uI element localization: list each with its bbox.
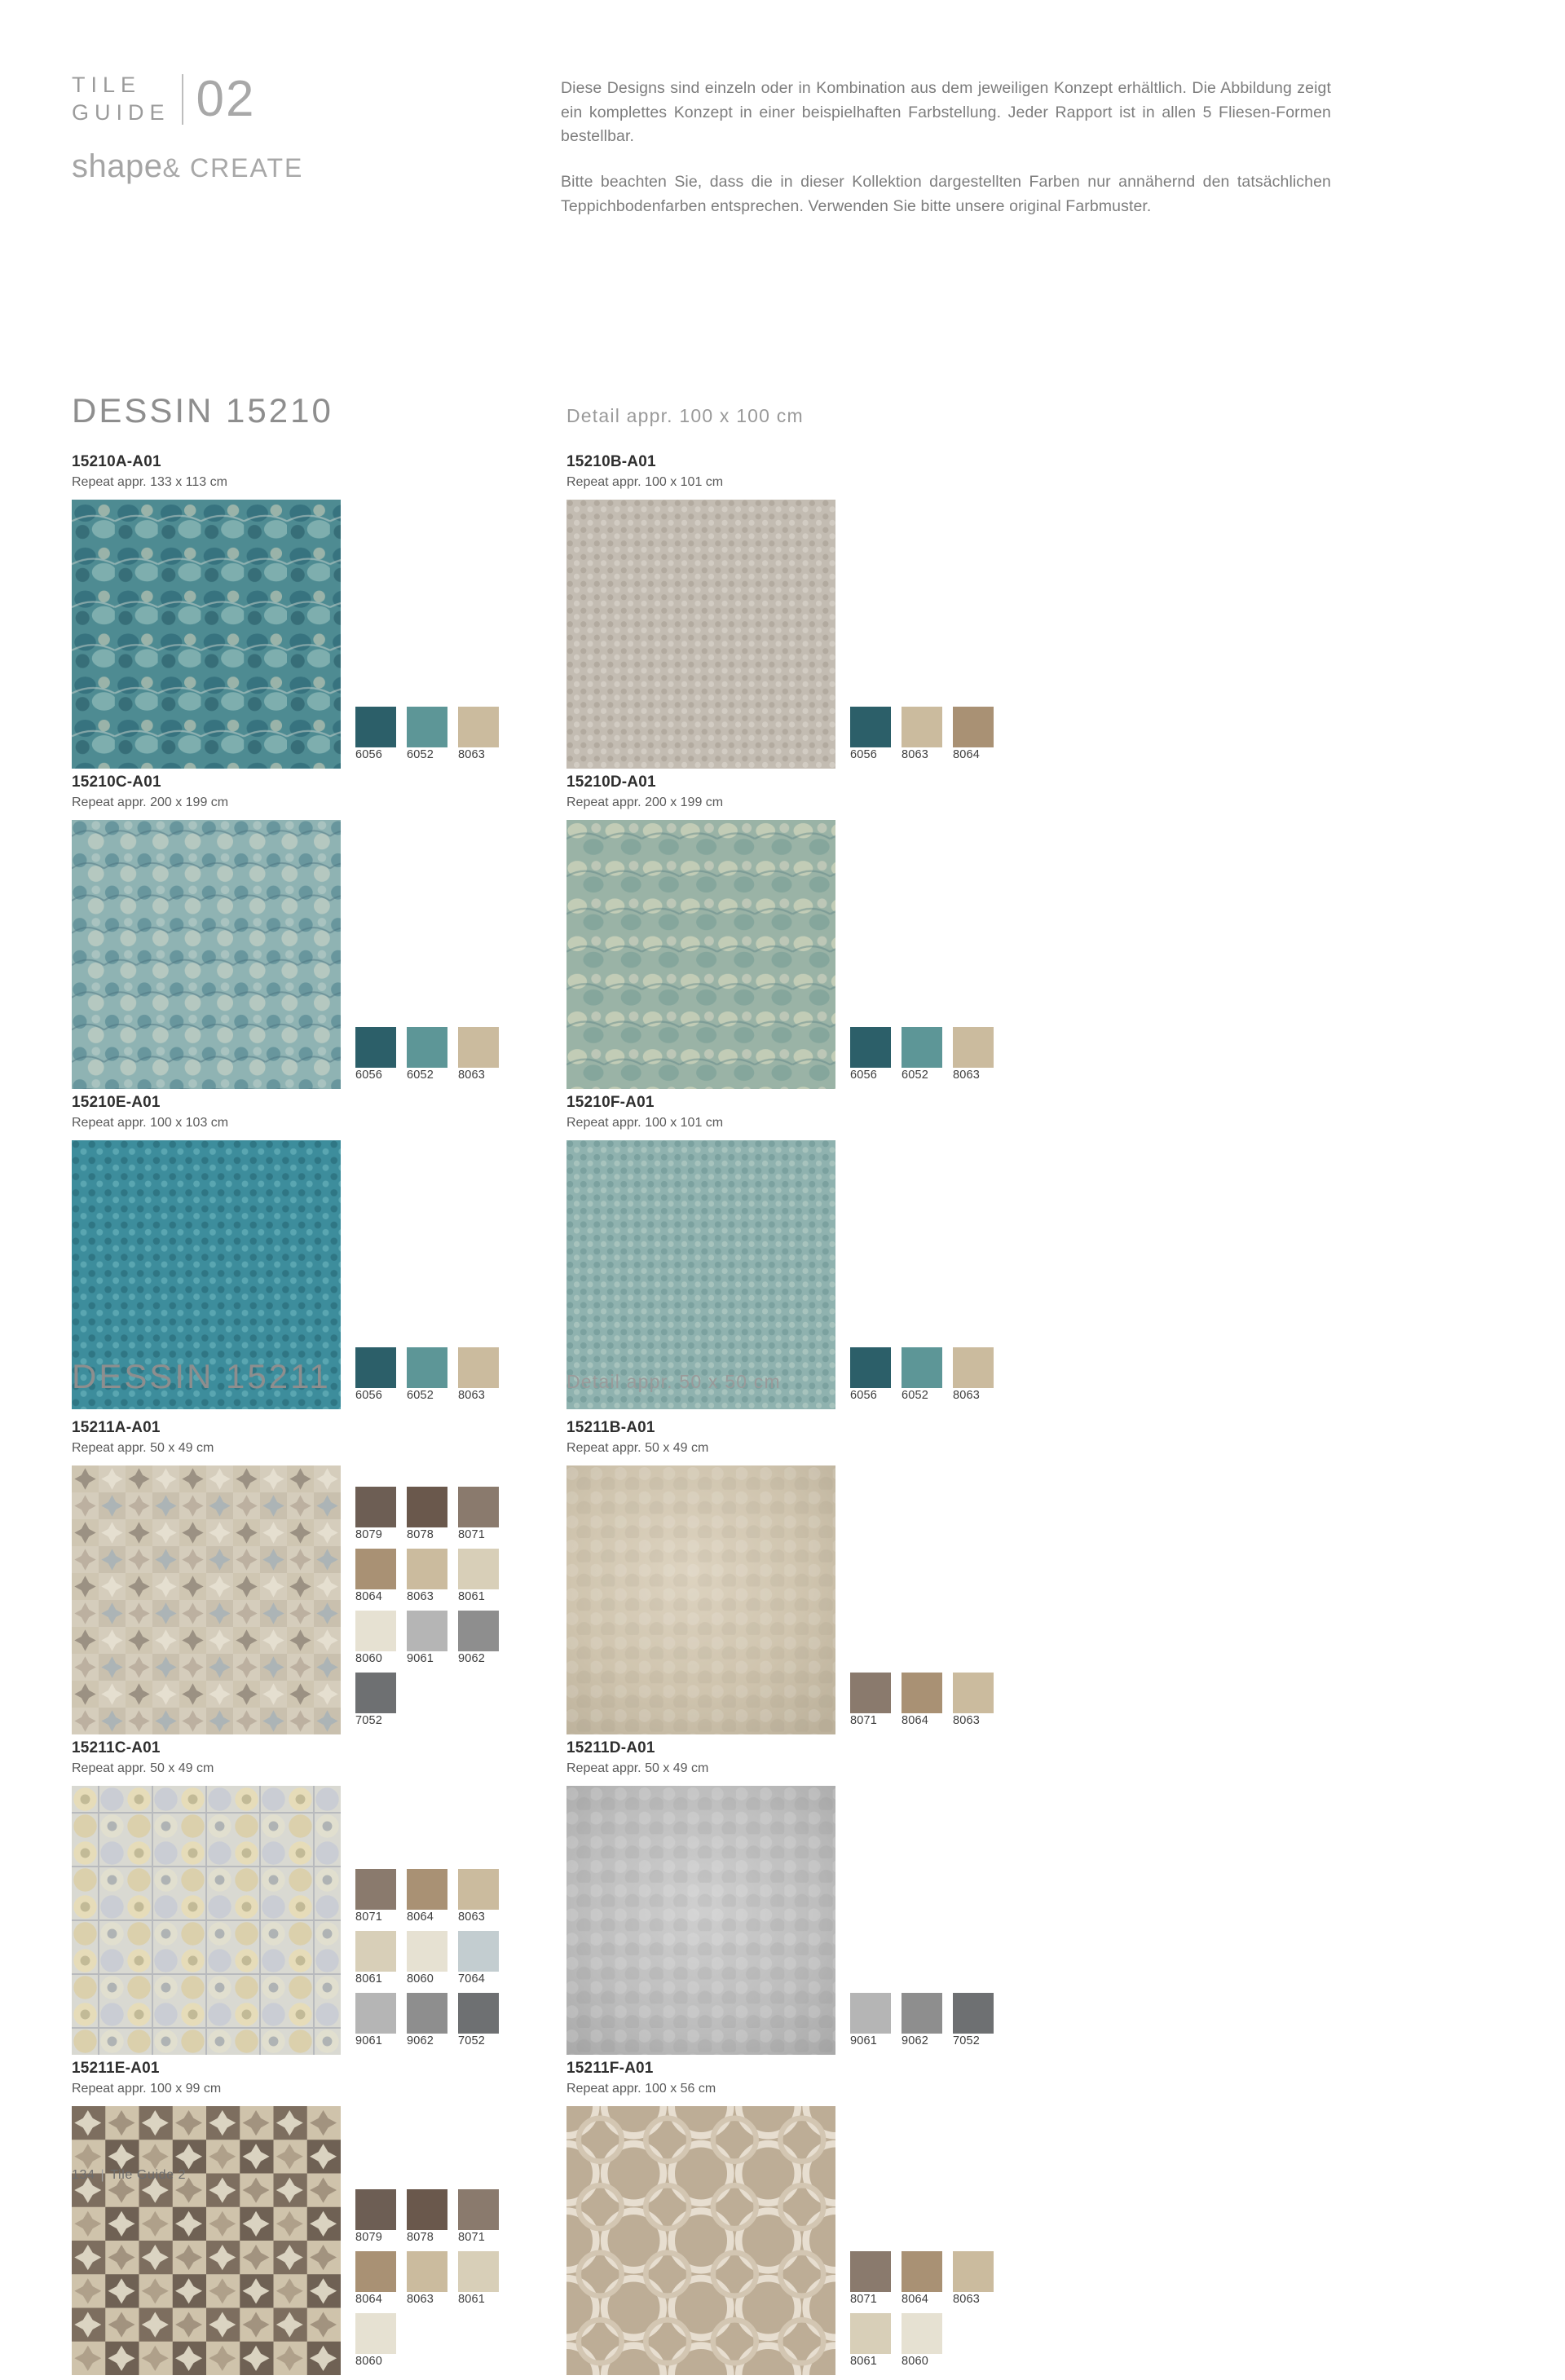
section-detail-note: Detail appr. 50 x 50 cm: [566, 1371, 781, 1392]
color-swatch[interactable]: [458, 1611, 499, 1666]
color-chip: [953, 2251, 994, 2292]
tile-repeat: Repeat appr. 200 x 199 cm: [72, 796, 229, 809]
tile-texture: [72, 500, 341, 769]
tile-code: 15210A-A01: [72, 453, 161, 470]
color-label: 8078: [407, 1528, 434, 1541]
tile-grid: [72, 1419, 1494, 2380]
tile-item: [72, 2060, 566, 2375]
color-chip: [850, 2251, 891, 2292]
color-swatch[interactable]: [953, 1993, 994, 2048]
tile-code: 15210B-A01: [566, 453, 656, 470]
color-label: 8063: [458, 1389, 486, 1402]
tile-repeat: Repeat appr. 133 x 113 cm: [72, 475, 227, 489]
color-label: 8060: [407, 1972, 434, 1986]
color-swatches: [355, 1487, 518, 1734]
color-label: 7052: [458, 2034, 486, 2047]
tile-texture: [72, 1786, 341, 2055]
tile-texture: [566, 2106, 835, 2375]
tile-item: [566, 453, 1061, 769]
brand-number: 02: [196, 70, 256, 127]
color-swatches: [850, 1027, 1013, 1089]
color-swatch[interactable]: [407, 1549, 447, 1604]
color-swatch[interactable]: [850, 2251, 891, 2307]
color-chip: [850, 707, 891, 747]
color-label: 9062: [407, 2034, 434, 2047]
color-chip: [953, 1673, 994, 1713]
color-swatch[interactable]: [458, 1993, 499, 2048]
color-label: 8071: [355, 1911, 383, 1924]
color-swatches: [850, 1993, 1013, 2055]
tile-code: 15210F-A01: [566, 1094, 655, 1111]
color-chip: [902, 707, 942, 747]
tile-image-15211C: [72, 1786, 341, 2055]
color-swatches: [355, 2189, 518, 2375]
color-swatch[interactable]: [407, 1487, 447, 1542]
color-label: 8063: [953, 2293, 981, 2306]
tile-code: 15211A-A01: [72, 1419, 161, 1436]
color-chip: [850, 2313, 891, 2354]
tile-texture: [566, 1465, 835, 1734]
color-chip: [902, 1673, 942, 1713]
color-chip: [953, 1027, 994, 1068]
color-swatch[interactable]: [407, 1993, 447, 2048]
color-swatch[interactable]: [850, 1993, 891, 2048]
brand-shape-word: shape: [72, 148, 163, 184]
color-label: 8063: [953, 1389, 981, 1402]
color-swatch[interactable]: [902, 1993, 942, 2048]
color-label: 8079: [355, 1528, 383, 1541]
color-swatches: [850, 707, 1013, 769]
brand-top: [72, 72, 561, 127]
tile-code: 15210D-A01: [566, 774, 656, 791]
color-swatch[interactable]: [850, 707, 891, 762]
tile-swatch-row: [72, 2106, 566, 2375]
color-chip: [458, 2189, 499, 2230]
tile-swatch-row: [72, 1465, 566, 1734]
color-label: 8063: [407, 2293, 434, 2306]
color-label: 8078: [407, 2231, 434, 2244]
color-label: 6052: [902, 1069, 929, 1082]
color-swatch[interactable]: [407, 1027, 447, 1082]
color-chip: [407, 1931, 447, 1972]
brand-tagline: [72, 148, 561, 185]
tile-item: [72, 453, 566, 769]
tile-image-15210C: [72, 820, 341, 1089]
color-label: 6056: [850, 748, 878, 761]
color-swatch[interactable]: [355, 1549, 396, 1604]
tile-code: 15211F-A01: [566, 2060, 654, 2077]
color-chip: [458, 1993, 499, 2034]
tile-grid: [72, 453, 1494, 1414]
color-chip: [355, 1611, 396, 1651]
color-label: 8064: [407, 1911, 434, 1924]
page-footer: [72, 2168, 186, 2183]
color-swatch[interactable]: [355, 1611, 396, 1666]
tile-image-15211F: [566, 2106, 835, 2375]
color-label: 7052: [953, 2034, 981, 2047]
color-swatches: [850, 1673, 1013, 1734]
tile-texture: [72, 2106, 341, 2375]
color-swatch[interactable]: [458, 1487, 499, 1542]
color-swatch[interactable]: [355, 2313, 396, 2369]
color-chip: [407, 1487, 447, 1527]
color-chip: [850, 1027, 891, 1068]
color-label: 8060: [355, 2355, 383, 2368]
tile-image-15210A: [72, 500, 341, 769]
color-chip: [355, 1549, 396, 1589]
tile-repeat: Repeat appr. 50 x 49 cm: [72, 1761, 214, 1775]
color-swatch[interactable]: [850, 1673, 891, 1728]
tile-swatch-row: [566, 2106, 1061, 2375]
tile-item: [566, 1739, 1061, 2055]
color-label: 8071: [458, 2231, 486, 2244]
color-swatch[interactable]: [902, 707, 942, 762]
color-label: 6056: [355, 1069, 383, 1082]
color-chip: [407, 1993, 447, 2034]
color-label: 8071: [850, 1714, 878, 1727]
tile-item: [72, 1739, 566, 2055]
color-label: 8063: [953, 1714, 981, 1727]
tile-code: 15211E-A01: [72, 2060, 160, 2077]
color-label: 8060: [355, 1652, 383, 1665]
tile-image-15211E: [72, 2106, 341, 2375]
color-swatch[interactable]: [355, 1931, 396, 1986]
color-chip: [850, 1673, 891, 1713]
color-swatch[interactable]: [355, 1027, 396, 1082]
color-label: 8063: [458, 748, 486, 761]
color-swatch[interactable]: [355, 1487, 396, 1542]
tile-texture: [566, 820, 835, 1089]
color-label: 8064: [355, 2293, 383, 2306]
color-label: 8071: [850, 2293, 878, 2306]
tile-item: [566, 2060, 1061, 2375]
color-chip: [458, 1487, 499, 1527]
tile-repeat: Repeat appr. 100 x 103 cm: [72, 1116, 229, 1130]
footer-separator: |: [100, 2168, 105, 2182]
color-label: 8061: [850, 2355, 878, 2368]
color-swatch[interactable]: [355, 1993, 396, 2048]
color-label: 6052: [902, 1389, 929, 1402]
brand-tile-guide: [72, 72, 170, 127]
color-chip: [902, 1993, 942, 2034]
color-swatch[interactable]: [458, 707, 499, 762]
color-label: 8063: [407, 1590, 434, 1603]
color-chip: [355, 707, 396, 747]
tile-code: 15211B-A01: [566, 1419, 655, 1436]
color-chip: [355, 1869, 396, 1910]
intro-paragraph-1: Diese Designs sind einzeln oder in Kombination aus dem jeweiligen Konzept erhältlich. Die Abbildung zeigt ein komplettes Konzept in einer beispielhaften Farbstellung. Jeder Rapport ist in allen 5 Fliesen-Formen bestellbar.: [561, 79, 1331, 146]
color-swatch[interactable]: [355, 707, 396, 762]
color-swatch[interactable]: [902, 2251, 942, 2307]
tile-code: 15211C-A01: [72, 1739, 161, 1756]
brand-line-tile: TILE: [72, 73, 142, 97]
color-chip: [407, 1611, 447, 1651]
intro-paragraph-2: Bitte beachten Sie, dass die in dieser Kollektion dargestellten Farben nur annähernd den tatsächlichen Teppichbodenfarben entsprechen. Verwenden Sie bitte unsere original Farbmuster.: [561, 172, 1331, 215]
color-swatch[interactable]: [953, 1673, 994, 1728]
tile-image-15211D: [566, 1786, 835, 2055]
color-label: 7052: [355, 1714, 383, 1727]
color-label: 8063: [458, 1069, 486, 1082]
tile-texture: [566, 500, 835, 769]
section-dessin-15210: [72, 391, 1494, 1414]
color-chip: [458, 1931, 499, 1972]
color-swatch[interactable]: [902, 2313, 942, 2369]
brand-create-word: CREATE: [189, 152, 304, 183]
section-detail-note: Detail appr. 100 x 100 cm: [566, 405, 804, 426]
color-chip: [407, 707, 447, 747]
color-swatch[interactable]: [902, 1673, 942, 1728]
tile-repeat: Repeat appr. 50 x 49 cm: [566, 1441, 709, 1455]
tile-image-15211B: [566, 1465, 835, 1734]
color-chip: [953, 707, 994, 747]
tile-code: 15210C-A01: [72, 774, 161, 791]
color-swatch[interactable]: [902, 1027, 942, 1082]
color-swatch[interactable]: [355, 1869, 396, 1924]
tile-repeat: Repeat appr. 100 x 101 cm: [566, 475, 724, 489]
section-title: DESSIN 15210: [72, 391, 333, 430]
footer-page-number: 134: [72, 2168, 95, 2182]
color-label: 8064: [355, 1590, 383, 1603]
color-label: 8063: [458, 1911, 486, 1924]
page-header: [72, 72, 1494, 218]
color-swatch[interactable]: [407, 707, 447, 762]
color-chip: [407, 2251, 447, 2292]
color-swatches: [355, 1027, 518, 1089]
tile-swatch-row: [566, 1786, 1061, 2055]
tile-swatch-row: [566, 1465, 1061, 1734]
color-swatch[interactable]: [407, 1931, 447, 1986]
color-swatches: [355, 1869, 518, 2055]
tile-repeat: Repeat appr. 100 x 101 cm: [566, 1116, 724, 1130]
section-title: DESSIN 15211: [72, 1357, 331, 1395]
section-dessin-15211: [72, 1357, 1494, 2380]
color-chip: [407, 1869, 447, 1910]
color-label: 9062: [458, 1652, 486, 1665]
color-chip: [902, 2313, 942, 2354]
tile-image-15210D: [566, 820, 835, 1089]
tile-repeat: Repeat appr. 50 x 49 cm: [566, 1761, 709, 1775]
color-swatch[interactable]: [458, 1549, 499, 1604]
color-label: 9062: [902, 2034, 929, 2047]
tile-repeat: Repeat appr. 100 x 56 cm: [566, 2082, 716, 2096]
color-chip: [355, 2251, 396, 2292]
color-swatch[interactable]: [953, 707, 994, 762]
section-header: [72, 1357, 1494, 1396]
color-chip: [407, 2189, 447, 2230]
color-swatch[interactable]: [458, 2251, 499, 2307]
brand-block: [72, 72, 561, 185]
color-label: 8063: [902, 748, 929, 761]
color-label: 6052: [407, 1389, 434, 1402]
color-swatch[interactable]: [953, 1027, 994, 1082]
color-label: 8079: [355, 2231, 383, 2244]
color-swatches: [355, 707, 518, 769]
color-chip: [458, 1549, 499, 1589]
tile-swatch-row: [72, 820, 566, 1089]
color-chip: [355, 1931, 396, 1972]
tile-item: [72, 774, 566, 1089]
color-swatch[interactable]: [850, 1027, 891, 1082]
tile-texture: [566, 1786, 835, 2055]
color-swatch[interactable]: [355, 2189, 396, 2245]
tile-swatch-row: [72, 1786, 566, 2055]
color-chip: [458, 2251, 499, 2292]
color-label: 6052: [407, 1069, 434, 1082]
color-chip: [355, 2313, 396, 2354]
color-chip: [355, 1673, 396, 1713]
tile-item: [566, 1419, 1061, 1734]
color-swatch[interactable]: [407, 1611, 447, 1666]
color-label: 9061: [407, 1652, 434, 1665]
color-label: 9061: [355, 2034, 383, 2047]
intro-text: [561, 72, 1331, 218]
color-chip: [355, 1027, 396, 1068]
tile-swatch-row: [566, 500, 1061, 769]
color-label: 6056: [355, 1389, 383, 1402]
section-header: [72, 391, 1494, 430]
tile-repeat: Repeat appr. 100 x 99 cm: [72, 2082, 222, 2096]
color-label: 8064: [902, 1714, 929, 1727]
color-swatch[interactable]: [850, 2313, 891, 2369]
color-swatch[interactable]: [458, 2189, 499, 2245]
color-label: 8060: [902, 2355, 929, 2368]
color-chip: [355, 2189, 396, 2230]
footer-label: Tile Guide 2: [110, 2168, 187, 2182]
tile-texture: [72, 1465, 341, 1734]
tile-swatch-row: [72, 500, 566, 769]
color-swatch[interactable]: [458, 1869, 499, 1924]
tile-code: 15210E-A01: [72, 1094, 161, 1111]
color-label: 8061: [458, 2293, 486, 2306]
color-label: 7064: [458, 1972, 486, 1986]
color-chip: [850, 1993, 891, 2034]
color-swatch[interactable]: [407, 1869, 447, 1924]
color-label: 8071: [458, 1528, 486, 1541]
color-label: 8061: [458, 1590, 486, 1603]
color-swatch[interactable]: [458, 1027, 499, 1082]
tile-item: [72, 1419, 566, 1734]
color-swatch[interactable]: [355, 2251, 396, 2307]
color-chip: [953, 1993, 994, 2034]
color-label: 6052: [407, 748, 434, 761]
color-chip: [355, 1487, 396, 1527]
color-label: 8064: [953, 748, 981, 761]
tile-code: 15211D-A01: [566, 1739, 655, 1756]
color-label: 8063: [953, 1069, 981, 1082]
color-swatch[interactable]: [355, 1673, 396, 1728]
color-chip: [458, 707, 499, 747]
tile-repeat: Repeat appr. 200 x 199 cm: [566, 796, 724, 809]
color-chip: [458, 1869, 499, 1910]
color-label: 6056: [850, 1389, 878, 1402]
tile-item: [566, 774, 1061, 1089]
tile-image-15210B: [566, 500, 835, 769]
color-chip: [407, 1027, 447, 1068]
color-chip: [407, 1549, 447, 1589]
tile-repeat: Repeat appr. 50 x 49 cm: [72, 1441, 214, 1455]
tile-swatch-row: [566, 820, 1061, 1089]
color-label: 6056: [355, 748, 383, 761]
color-label: 9061: [850, 2034, 878, 2047]
color-chip: [458, 1611, 499, 1651]
color-label: 8061: [355, 1972, 383, 1986]
color-swatch[interactable]: [407, 2251, 447, 2307]
brand-divider: [182, 74, 183, 125]
color-chip: [458, 1027, 499, 1068]
color-swatches: [850, 2251, 1013, 2375]
color-swatch[interactable]: [407, 2189, 447, 2245]
color-chip: [902, 2251, 942, 2292]
color-label: 8064: [902, 2293, 929, 2306]
color-chip: [902, 1027, 942, 1068]
color-chip: [355, 1993, 396, 2034]
tile-image-15211A: [72, 1465, 341, 1734]
tile-texture: [72, 820, 341, 1089]
brand-ampersand: &: [162, 152, 181, 183]
color-swatch[interactable]: [458, 1931, 499, 1986]
color-label: 6056: [850, 1069, 878, 1082]
brand-line-guide: GUIDE: [72, 99, 170, 125]
color-swatch[interactable]: [953, 2251, 994, 2307]
